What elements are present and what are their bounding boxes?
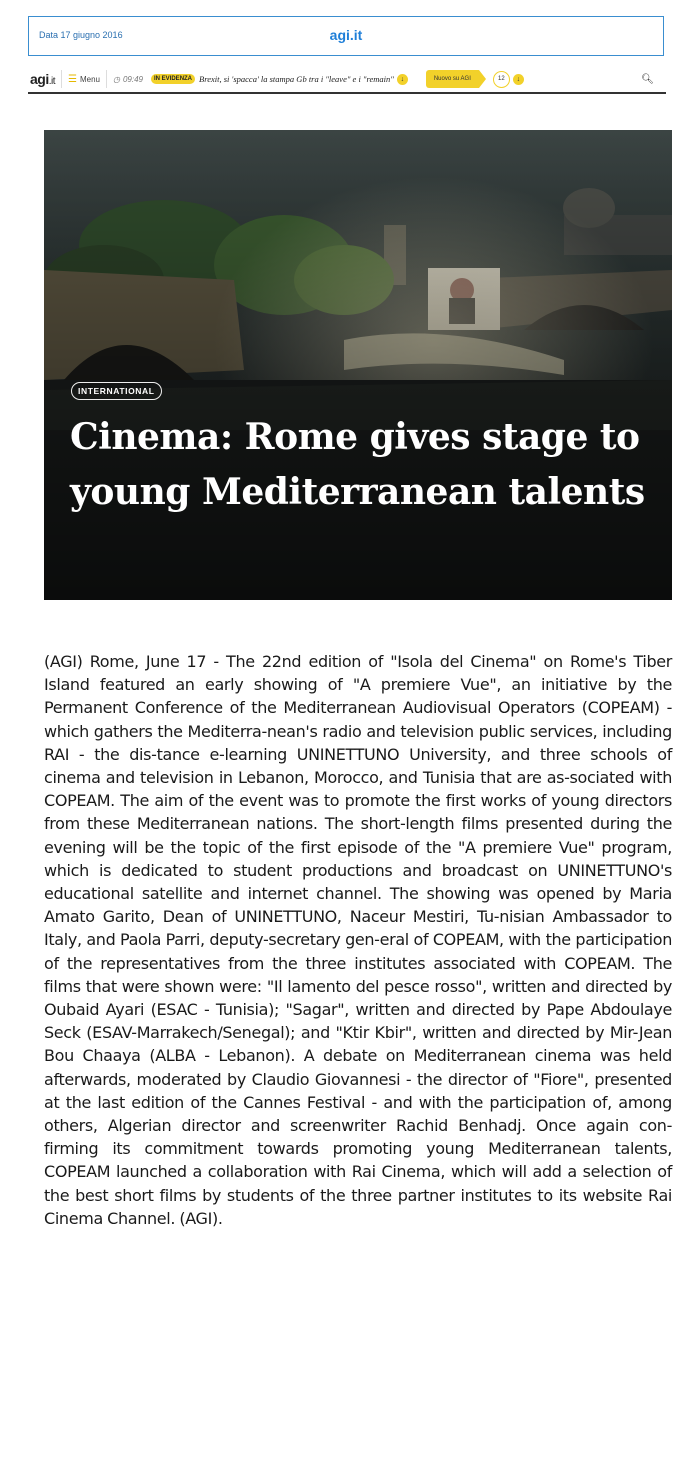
time-text: 09:49	[122, 74, 144, 84]
evidenza-headline-link[interactable]: Brexit, si 'spacca' la stampa Gb tra i "leave" e i "remain"	[199, 74, 394, 84]
clipping-header	[28, 16, 664, 56]
site-logo[interactable]	[30, 71, 55, 87]
article-body: (AGI) Rome, June 17 - The 22nd edition of "Isola del Cinema" on Rome's Tiber Island featured an early showing of "A premiere Vue", an initiative by the Permanent Conference of the Mediterranean Audiovisual Operators (COPEAM) - which gathers the Mediterra-nean's radio and television public services, including RAI - the dis-tance e-learning UNINETTUNO University, and three schools of cinema and television in Lebanon, Morocco, and Tunisia that are as-sociated with COPEAM. The aim of the event was to promote the first works of young directors from these Mediterranean nations. The short-length films presented during the evening will be the topic of the first episode of the "A premiere Vue" program, which is dedicated to student productions and broadcast on UNINETTUNO's educational satellite and internet channel. The showing was opened by Maria Amato Garito, Dean of UNINETTUNO, Naceur Mestiri, Tu-nisian Ambassador to Italy, and Paola Parri, deputy-secretary gen-eral of COPEAM, with the participation of the representatives from the three institutes associated with COPEAM. The films that were shown were: "Il lamento del pesce rosso", written and directed by Oubaid Ayari (ESAC - Tunisia); "Sagar", written and directed by Pape Abdoulaye Seck (ESAV-Marrakech/Senegal); and "Ktir Kbir", written and directed by Mir-Jean Bou Chaaya (ALBA - Lebanon). A debate on Mediterranean cinema was held afterwards, moderated by Claudio Giovannesi - the director of "Fiore", presented at the last edition of the Cannes Festival - and with the participation of, among others, Algerian director and screenwriter Rachid Benhadj. Once again con-firming its commitment towards promoting young Mediterranean talents, COPEAM launched a collaboration with Rai Cinema, which will add a selection of the best short films by students of the three partner institutes to its website Rai Cinema Channel. (AGI).	[44, 652, 672, 1228]
arrow-down-icon[interactable]: ↓	[397, 74, 408, 85]
hero-image	[44, 130, 672, 600]
category-badge[interactable]: INTERNATIONAL	[71, 382, 162, 400]
nuovo-su-agi-button[interactable]: Nuovo su AGI	[426, 70, 479, 88]
article-title: Cinema: Rome gives stage to young Mediterranean talents	[70, 416, 645, 513]
evidenza-badge: IN EVIDENZA	[151, 74, 195, 84]
clock-icon: ◷	[113, 74, 120, 84]
menu-label: Menu	[79, 74, 100, 84]
arrow-down-icon[interactable]: ↓	[513, 74, 524, 85]
clipping-source[interactable]: agi.it	[329, 27, 363, 43]
nav-divider	[106, 70, 107, 88]
logo-main: agi	[30, 71, 49, 87]
search-icon[interactable]: 🔍︎	[641, 73, 654, 85]
notification-count[interactable]: 12	[493, 71, 510, 88]
hero-photo	[44, 130, 672, 600]
news-time	[113, 75, 143, 84]
menu-icon: ☰	[68, 73, 77, 85]
menu-button[interactable]	[68, 74, 100, 85]
nav-divider	[61, 70, 62, 88]
logo-tld: .it	[48, 76, 56, 87]
site-navbar	[28, 66, 666, 94]
clipping-date: Data 17 giugno 2016	[39, 30, 123, 40]
